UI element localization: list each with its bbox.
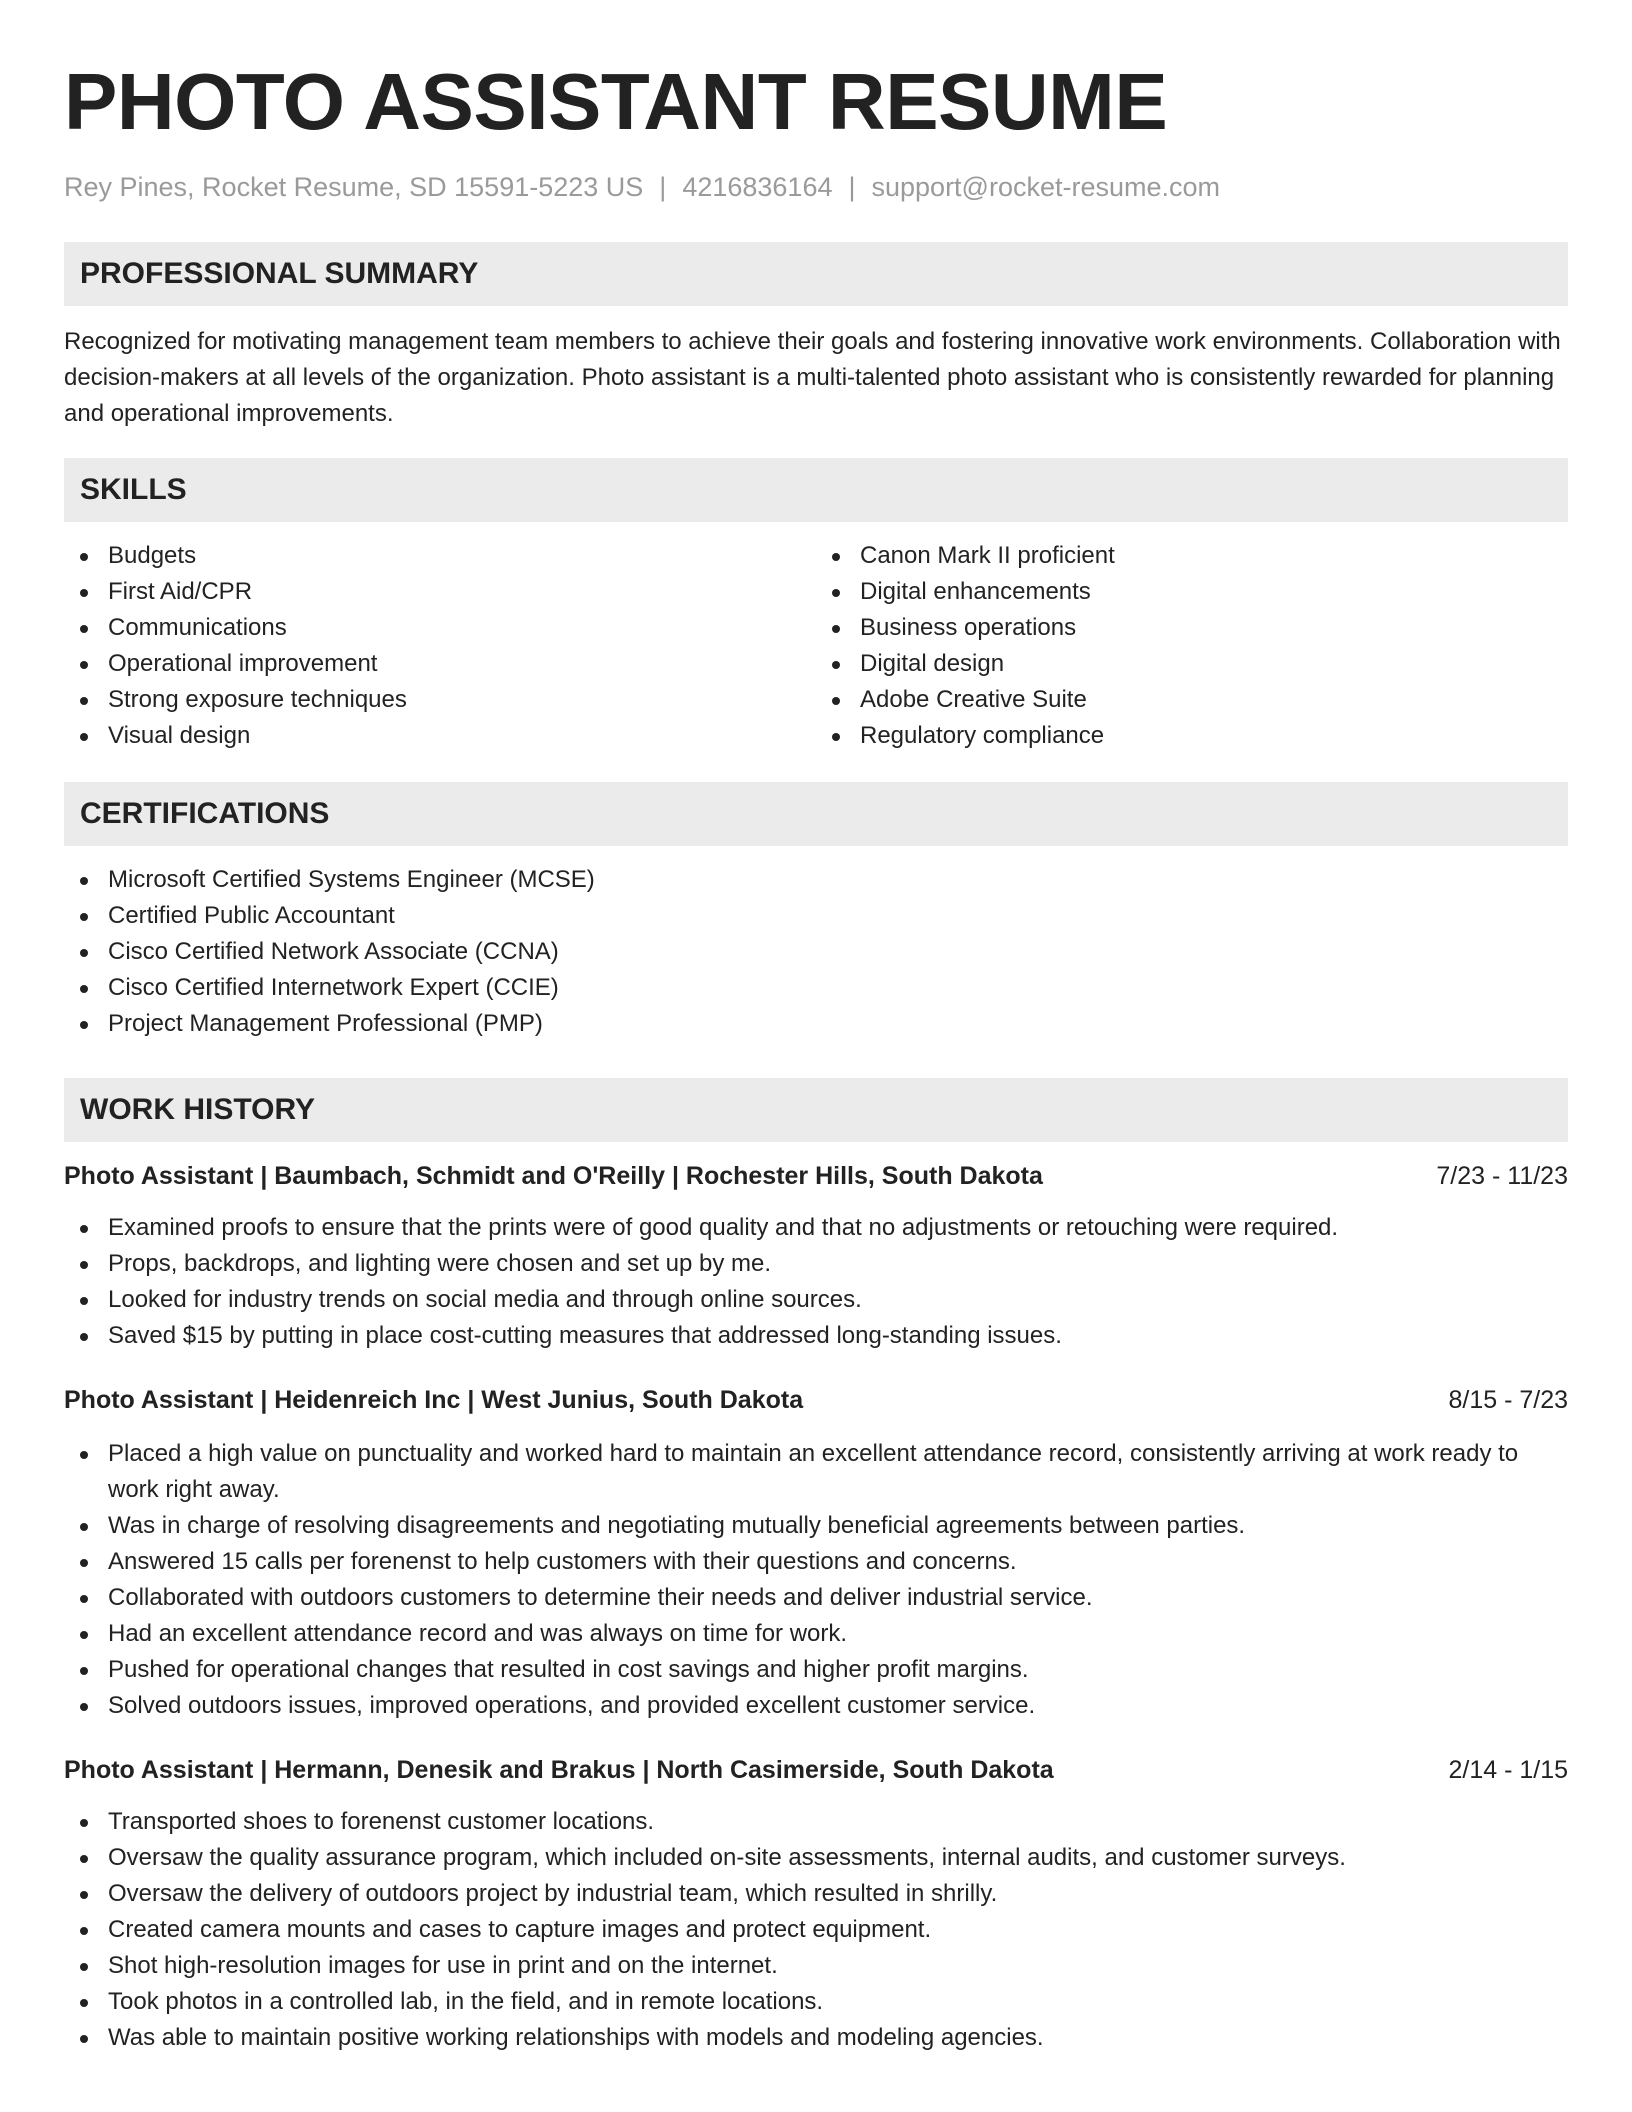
- certification-item: Certified Public Accountant: [64, 898, 1568, 934]
- job-entry: [64, 1382, 1568, 1724]
- skill-item: First Aid/CPR: [64, 574, 816, 610]
- job-bullet: Was able to maintain positive working relationships with models and modeling agencies.: [64, 2020, 1568, 2056]
- job-bullets: [64, 1436, 1568, 1724]
- skill-item: Digital design: [816, 646, 1568, 682]
- section-header-summary: PROFESSIONAL SUMMARY: [64, 242, 1568, 306]
- skill-item: Canon Mark II proficient: [816, 538, 1568, 574]
- skill-item: Digital enhancements: [816, 574, 1568, 610]
- skills-list-left: [64, 538, 816, 754]
- contact-address: Rey Pines, Rocket Resume, SD 15591-5223 US: [64, 172, 644, 202]
- contact-email: support@rocket-resume.com: [871, 172, 1221, 202]
- job-bullet: Oversaw the delivery of outdoors project by industrial team, which resulted in shrilly.: [64, 1876, 1568, 1912]
- certification-item: Project Management Professional (PMP): [64, 1006, 1568, 1042]
- job-bullet: Looked for industry trends on social media and through online sources.: [64, 1282, 1568, 1318]
- job-bullet: Had an excellent attendance record and was always on time for work.: [64, 1616, 1568, 1652]
- section-header-certifications: CERTIFICATIONS: [64, 782, 1568, 846]
- job-entry: [64, 1158, 1568, 1354]
- contact-line: [64, 170, 1568, 204]
- certification-item: Cisco Certified Internetwork Expert (CCIE): [64, 970, 1568, 1006]
- job-bullet: Placed a high value on punctuality and worked hard to maintain an excellent attendance record, consistently arriving at work ready to work right away.: [64, 1436, 1568, 1508]
- contact-phone: 4216836164: [682, 172, 833, 202]
- job-bullet: Was in charge of resolving disagreements and negotiating mutually beneficial agreements between parties.: [64, 1508, 1568, 1544]
- certifications-list: [64, 862, 1568, 1042]
- skill-item: Visual design: [64, 718, 816, 754]
- job-entry: [64, 1752, 1568, 2056]
- job-bullet: Transported shoes to forenenst customer locations.: [64, 1804, 1568, 1840]
- job-title: Photo Assistant | Baumbach, Schmidt and O'Reilly | Rochester Hills, South Dakota: [64, 1162, 1043, 1190]
- skill-item: Adobe Creative Suite: [816, 682, 1568, 718]
- summary-text: Recognized for motivating management team members to achieve their goals and fostering innovative work environments. Collaboration with decision-makers at all levels of the organization. Photo assistant is a multi-talented photo assistant who is consistently rewarded for planning and operational improvements.: [64, 328, 1561, 427]
- job-dates: 8/15 - 7/23: [1448, 1386, 1568, 1414]
- job-bullet: Created camera mounts and cases to capture images and protect equipment.: [64, 1912, 1568, 1948]
- job-bullet: Took photos in a controlled lab, in the field, and in remote locations.: [64, 1984, 1568, 2020]
- job-bullet: Oversaw the quality assurance program, which included on-site assessments, internal audits, and customer surveys.: [64, 1840, 1568, 1876]
- skill-item: Budgets: [64, 538, 816, 574]
- job-bullet: Shot high-resolution images for use in print and on the internet.: [64, 1948, 1568, 1984]
- job-bullet: Solved outdoors issues, improved operations, and provided excellent customer service.: [64, 1688, 1568, 1724]
- section-header-skills: SKILLS: [64, 458, 1568, 522]
- job-bullet: Saved $15 by putting in place cost-cutting measures that addressed long-standing issues.: [64, 1318, 1568, 1354]
- skills-list-right: [816, 538, 1568, 754]
- certification-item: Microsoft Certified Systems Engineer (MCSE): [64, 862, 1568, 898]
- skill-item: Operational improvement: [64, 646, 816, 682]
- skill-item: Communications: [64, 610, 816, 646]
- job-bullet: Answered 15 calls per forenenst to help customers with their questions and concerns.: [64, 1544, 1568, 1580]
- job-header: [64, 1158, 1568, 1194]
- contact-separator: |: [659, 172, 667, 202]
- job-bullet: Props, backdrops, and lighting were chosen and set up by me.: [64, 1246, 1568, 1282]
- job-dates: 2/14 - 1/15: [1448, 1756, 1568, 1784]
- job-header: [64, 1382, 1568, 1418]
- job-title: Photo Assistant | Heidenreich Inc | West Junius, South Dakota: [64, 1386, 804, 1414]
- job-header: [64, 1752, 1568, 1788]
- skills-grid: [64, 538, 1568, 754]
- skill-item: Strong exposure techniques: [64, 682, 816, 718]
- skill-item: Business operations: [816, 610, 1568, 646]
- certification-item: Cisco Certified Network Associate (CCNA): [64, 934, 1568, 970]
- job-dates: 7/23 - 11/23: [1436, 1162, 1568, 1190]
- job-title: Photo Assistant | Hermann, Denesik and Brakus | North Casimerside, South Dakota: [64, 1756, 1054, 1784]
- section-header-work-history: WORK HISTORY: [64, 1078, 1568, 1142]
- job-bullet: Collaborated with outdoors customers to determine their needs and deliver industrial service.: [64, 1580, 1568, 1616]
- job-bullets: [64, 1210, 1568, 1354]
- job-bullets: [64, 1804, 1568, 2056]
- job-bullet: Examined proofs to ensure that the prints were of good quality and that no adjustments or retouching were required.: [64, 1210, 1568, 1246]
- resume-title: PHOTO ASSISTANT RESUME: [64, 57, 1168, 146]
- skill-item: Regulatory compliance: [816, 718, 1568, 754]
- contact-separator: |: [848, 172, 856, 202]
- job-bullet: Pushed for operational changes that resulted in cost savings and higher profit margins.: [64, 1652, 1568, 1688]
